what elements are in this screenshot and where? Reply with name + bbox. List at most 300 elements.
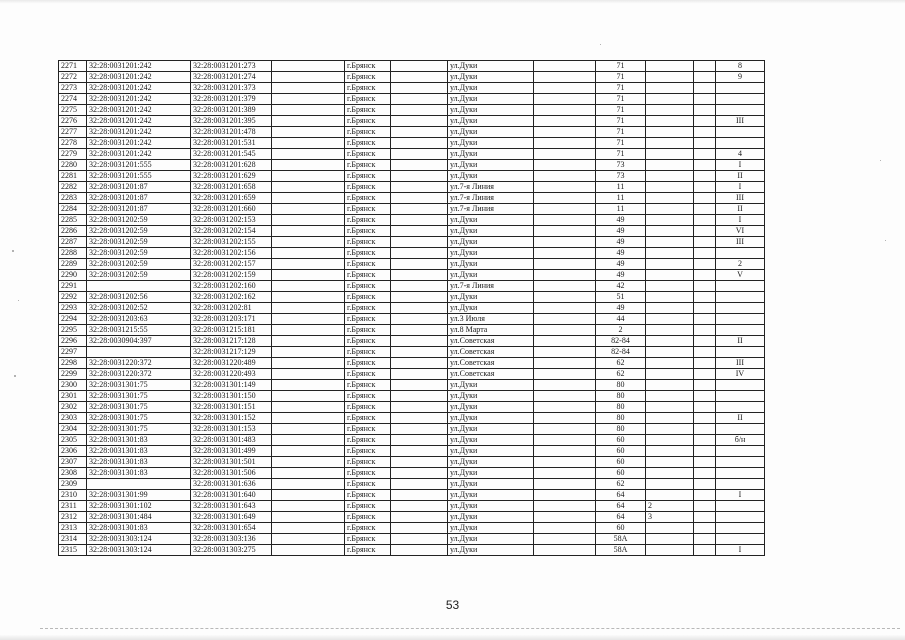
table-cell bbox=[716, 281, 765, 292]
table-cell bbox=[391, 204, 448, 215]
table-cell: 2294 bbox=[59, 314, 87, 325]
table-cell: ул.Дуки bbox=[448, 105, 534, 116]
table-row bbox=[59, 545, 765, 556]
table-cell bbox=[716, 501, 765, 512]
table-row bbox=[59, 270, 765, 281]
table-cell: 2312 bbox=[59, 512, 87, 523]
table-cell: ул.Дуки bbox=[448, 424, 534, 435]
table-cell bbox=[391, 127, 448, 138]
table-cell: 32:28:0031202:157 bbox=[191, 259, 272, 270]
table-cell: 2292 bbox=[59, 292, 87, 303]
table-cell: 60 bbox=[596, 457, 646, 468]
table-cell bbox=[534, 336, 596, 347]
table-cell: г.Брянск bbox=[345, 160, 391, 171]
table-cell: 32:28:0031202:59 bbox=[87, 248, 191, 259]
table-cell bbox=[646, 237, 694, 248]
scan-speck bbox=[880, 160, 881, 161]
table-cell: 32:28:0031201:273 bbox=[191, 61, 272, 72]
table-cell bbox=[716, 303, 765, 314]
table-cell: 32:28:0031301:83 bbox=[87, 446, 191, 457]
table-cell bbox=[272, 303, 345, 314]
table-cell bbox=[272, 138, 345, 149]
table-cell: 32:28:0031201:628 bbox=[191, 160, 272, 171]
table-cell bbox=[694, 83, 716, 94]
table-cell bbox=[272, 380, 345, 391]
table-cell bbox=[391, 160, 448, 171]
table-cell bbox=[391, 149, 448, 160]
table-row bbox=[59, 138, 765, 149]
table-cell: г.Брянск bbox=[345, 358, 391, 369]
table-cell: 71 bbox=[596, 105, 646, 116]
table-cell: ул.Советская bbox=[448, 369, 534, 380]
table-cell bbox=[716, 292, 765, 303]
table-cell: 32:28:0031301:506 bbox=[191, 468, 272, 479]
table-cell bbox=[646, 358, 694, 369]
table-cell bbox=[534, 402, 596, 413]
table-cell: 32:28:0031202:162 bbox=[191, 292, 272, 303]
table-cell: 2279 bbox=[59, 149, 87, 160]
table-cell bbox=[272, 149, 345, 160]
table-cell bbox=[716, 83, 765, 94]
table-row bbox=[59, 402, 765, 413]
table-cell: 2302 bbox=[59, 402, 87, 413]
table-cell: I bbox=[716, 490, 765, 501]
table-row bbox=[59, 215, 765, 226]
table-cell bbox=[534, 314, 596, 325]
table-cell: 80 bbox=[596, 424, 646, 435]
table-cell bbox=[272, 72, 345, 83]
table-cell: г.Брянск bbox=[345, 402, 391, 413]
table-cell: ул.Дуки bbox=[448, 523, 534, 534]
table-cell: г.Брянск bbox=[345, 435, 391, 446]
table-cell bbox=[694, 325, 716, 336]
scan-artifact-line bbox=[40, 628, 900, 629]
table-cell: 2300 bbox=[59, 380, 87, 391]
table-row bbox=[59, 204, 765, 215]
table-cell: ул.7-я Линия bbox=[448, 182, 534, 193]
table-cell: ул.Дуки bbox=[448, 501, 534, 512]
table-cell: ул.Дуки bbox=[448, 83, 534, 94]
table-cell: 32:28:0031301:75 bbox=[87, 424, 191, 435]
table-cell: 2295 bbox=[59, 325, 87, 336]
table-cell bbox=[694, 490, 716, 501]
table-cell: 62 bbox=[596, 358, 646, 369]
table-cell bbox=[694, 160, 716, 171]
table-cell bbox=[694, 391, 716, 402]
table-cell bbox=[646, 193, 694, 204]
table-cell bbox=[694, 171, 716, 182]
table-cell bbox=[694, 72, 716, 83]
table-cell: 32:28:0031301:75 bbox=[87, 413, 191, 424]
table-cell bbox=[534, 105, 596, 116]
table-row bbox=[59, 336, 765, 347]
table-cell bbox=[391, 512, 448, 523]
table-cell: III bbox=[716, 116, 765, 127]
table-row bbox=[59, 149, 765, 160]
table-cell bbox=[716, 457, 765, 468]
table-cell bbox=[272, 347, 345, 358]
table-cell: 2314 bbox=[59, 534, 87, 545]
table-cell bbox=[716, 138, 765, 149]
table-cell bbox=[391, 237, 448, 248]
table-cell: 32:28:0031201:87 bbox=[87, 182, 191, 193]
table-cell: ул.Дуки bbox=[448, 490, 534, 501]
table-cell bbox=[534, 182, 596, 193]
table-cell: г.Брянск bbox=[345, 204, 391, 215]
table-cell: 49 bbox=[596, 259, 646, 270]
table-cell: 2310 bbox=[59, 490, 87, 501]
table-cell bbox=[646, 226, 694, 237]
table-cell bbox=[87, 281, 191, 292]
table-cell bbox=[694, 534, 716, 545]
table-cell: г.Брянск bbox=[345, 457, 391, 468]
table-cell bbox=[534, 391, 596, 402]
table-cell: 71 bbox=[596, 138, 646, 149]
table-cell: г.Брянск bbox=[345, 215, 391, 226]
table-cell: ул.Дуки bbox=[448, 270, 534, 281]
table-cell bbox=[272, 402, 345, 413]
table-cell bbox=[694, 468, 716, 479]
table-cell: ул.Дуки bbox=[448, 226, 534, 237]
table-cell: II bbox=[716, 336, 765, 347]
table-cell: 80 bbox=[596, 413, 646, 424]
table-row bbox=[59, 292, 765, 303]
table-cell bbox=[646, 116, 694, 127]
table-cell: 2280 bbox=[59, 160, 87, 171]
table-cell: 32:28:0031202:52 bbox=[87, 303, 191, 314]
table-cell: г.Брянск bbox=[345, 171, 391, 182]
table-cell: 71 bbox=[596, 149, 646, 160]
table-cell: ул.8 Марта bbox=[448, 325, 534, 336]
table-cell: 32:28:0031220:372 bbox=[87, 358, 191, 369]
table-cell bbox=[534, 446, 596, 457]
table-cell bbox=[534, 479, 596, 490]
table-cell bbox=[534, 523, 596, 534]
table-cell: г.Брянск bbox=[345, 281, 391, 292]
table-cell: г.Брянск bbox=[345, 226, 391, 237]
table-cell bbox=[694, 446, 716, 457]
table-row bbox=[59, 72, 765, 83]
table-cell bbox=[272, 182, 345, 193]
table-cell: II bbox=[716, 204, 765, 215]
table-cell bbox=[716, 325, 765, 336]
table-cell: 32:28:0031201:242 bbox=[87, 127, 191, 138]
table-cell: 11 bbox=[596, 193, 646, 204]
table-cell: ул.3 Июля bbox=[448, 314, 534, 325]
table-cell bbox=[646, 303, 694, 314]
table-cell bbox=[272, 545, 345, 556]
table-cell bbox=[534, 116, 596, 127]
table-cell: 2278 bbox=[59, 138, 87, 149]
table-cell bbox=[716, 391, 765, 402]
table-cell: 32:28:0031202:160 bbox=[191, 281, 272, 292]
table-cell: 32:28:0031201:389 bbox=[191, 105, 272, 116]
table-cell: г.Брянск bbox=[345, 545, 391, 556]
table-cell: 2286 bbox=[59, 226, 87, 237]
table-cell bbox=[391, 501, 448, 512]
table-cell: 32:28:0031220:372 bbox=[87, 369, 191, 380]
table-cell bbox=[694, 303, 716, 314]
table-cell: г.Брянск bbox=[345, 347, 391, 358]
table-cell: г.Брянск bbox=[345, 413, 391, 424]
table-cell bbox=[646, 138, 694, 149]
table-cell bbox=[646, 204, 694, 215]
table-cell bbox=[716, 248, 765, 259]
table-cell: ул.Дуки bbox=[448, 534, 534, 545]
register-table-body bbox=[59, 61, 765, 556]
table-cell: г.Брянск bbox=[345, 61, 391, 72]
table-cell: 2290 bbox=[59, 270, 87, 281]
table-cell: 82-84 bbox=[596, 347, 646, 358]
table-cell: 62 bbox=[596, 479, 646, 490]
table-cell bbox=[272, 413, 345, 424]
table-cell bbox=[391, 457, 448, 468]
table-cell: VI bbox=[716, 226, 765, 237]
table-cell: 60 bbox=[596, 435, 646, 446]
table-cell: 32:28:0031301:99 bbox=[87, 490, 191, 501]
table-cell bbox=[646, 72, 694, 83]
table-row bbox=[59, 325, 765, 336]
table-cell bbox=[716, 534, 765, 545]
table-cell bbox=[646, 402, 694, 413]
table-cell bbox=[391, 303, 448, 314]
table-cell: ул.Дуки bbox=[448, 61, 534, 72]
table-cell: I bbox=[716, 215, 765, 226]
table-cell: 32:28:0031301:83 bbox=[87, 523, 191, 534]
table-cell: ул.Дуки bbox=[448, 545, 534, 556]
table-cell: 2291 bbox=[59, 281, 87, 292]
table-cell bbox=[272, 457, 345, 468]
table-row bbox=[59, 424, 765, 435]
table-cell bbox=[716, 314, 765, 325]
table-cell bbox=[534, 534, 596, 545]
table-cell bbox=[716, 347, 765, 358]
table-row bbox=[59, 237, 765, 248]
table-cell: г.Брянск bbox=[345, 314, 391, 325]
table-cell bbox=[646, 380, 694, 391]
table-cell bbox=[534, 160, 596, 171]
table-cell: г.Брянск bbox=[345, 270, 391, 281]
table-cell: ул.Дуки bbox=[448, 435, 534, 446]
table-cell: V bbox=[716, 270, 765, 281]
table-cell: ул.Дуки bbox=[448, 413, 534, 424]
table-cell bbox=[391, 534, 448, 545]
table-cell: 60 bbox=[596, 523, 646, 534]
table-cell bbox=[534, 237, 596, 248]
table-cell bbox=[534, 215, 596, 226]
table-cell bbox=[391, 193, 448, 204]
table-cell: ул.Дуки bbox=[448, 116, 534, 127]
table-cell bbox=[391, 314, 448, 325]
table-row bbox=[59, 193, 765, 204]
table-cell: ул.Дуки bbox=[448, 259, 534, 270]
table-cell: 32:28:0031202:59 bbox=[87, 237, 191, 248]
table-cell bbox=[646, 127, 694, 138]
table-cell: 32:28:0031202:56 bbox=[87, 292, 191, 303]
table-cell: 49 bbox=[596, 303, 646, 314]
table-cell bbox=[694, 402, 716, 413]
table-cell: 32:28:0031301:102 bbox=[87, 501, 191, 512]
table-cell: 32:28:0031201:659 bbox=[191, 193, 272, 204]
table-cell: 32:28:0031303:136 bbox=[191, 534, 272, 545]
table-cell bbox=[391, 83, 448, 94]
table-cell bbox=[391, 413, 448, 424]
table-cell: ул.Дуки bbox=[448, 479, 534, 490]
table-cell: 2305 bbox=[59, 435, 87, 446]
table-cell bbox=[694, 270, 716, 281]
table-cell bbox=[272, 314, 345, 325]
table-cell: ул.Дуки bbox=[448, 171, 534, 182]
table-cell: 2289 bbox=[59, 259, 87, 270]
table-cell: 71 bbox=[596, 61, 646, 72]
table-cell: 32:28:0031301:501 bbox=[191, 457, 272, 468]
table-cell bbox=[646, 336, 694, 347]
table-cell bbox=[391, 281, 448, 292]
table-cell bbox=[534, 358, 596, 369]
table-cell bbox=[534, 292, 596, 303]
table-cell: 42 bbox=[596, 281, 646, 292]
table-cell: г.Брянск bbox=[345, 237, 391, 248]
table-cell bbox=[694, 523, 716, 534]
table-cell: г.Брянск bbox=[345, 248, 391, 259]
table-cell bbox=[534, 138, 596, 149]
table-cell: 82-84 bbox=[596, 336, 646, 347]
table-row bbox=[59, 457, 765, 468]
table-cell bbox=[694, 149, 716, 160]
table-cell bbox=[694, 193, 716, 204]
table-cell bbox=[646, 457, 694, 468]
table-cell bbox=[694, 435, 716, 446]
table-cell: 62 bbox=[596, 369, 646, 380]
table-cell bbox=[534, 259, 596, 270]
table-cell: 2283 bbox=[59, 193, 87, 204]
table-cell: 2281 bbox=[59, 171, 87, 182]
table-cell: ул.Советская bbox=[448, 336, 534, 347]
table-cell: г.Брянск bbox=[345, 490, 391, 501]
table-row bbox=[59, 446, 765, 457]
table-cell: 32:28:0031201:660 bbox=[191, 204, 272, 215]
table-cell bbox=[272, 534, 345, 545]
table-cell: 32:28:0031201:395 bbox=[191, 116, 272, 127]
table-cell: г.Брянск bbox=[345, 468, 391, 479]
table-cell bbox=[716, 523, 765, 534]
table-row bbox=[59, 83, 765, 94]
table-cell: г.Брянск bbox=[345, 83, 391, 94]
table-cell bbox=[534, 424, 596, 435]
table-row bbox=[59, 303, 765, 314]
table-cell: 32:28:0031201:531 bbox=[191, 138, 272, 149]
table-cell bbox=[716, 94, 765, 105]
table-cell bbox=[646, 435, 694, 446]
table-row bbox=[59, 413, 765, 424]
table-cell: III bbox=[716, 193, 765, 204]
table-cell: 32:28:0031301:483 bbox=[191, 435, 272, 446]
table-cell: 58А bbox=[596, 534, 646, 545]
table-cell: 32:28:0031301:83 bbox=[87, 435, 191, 446]
table-cell: г.Брянск bbox=[345, 446, 391, 457]
table-cell bbox=[391, 336, 448, 347]
table-cell bbox=[646, 94, 694, 105]
table-cell: 32:28:0031301:75 bbox=[87, 380, 191, 391]
table-cell: 73 bbox=[596, 160, 646, 171]
table-cell: 80 bbox=[596, 380, 646, 391]
table-cell: II bbox=[716, 171, 765, 182]
table-cell bbox=[534, 61, 596, 72]
table-cell bbox=[694, 501, 716, 512]
table-cell: 49 bbox=[596, 215, 646, 226]
table-cell bbox=[646, 325, 694, 336]
table-cell: III bbox=[716, 358, 765, 369]
table-cell: 80 bbox=[596, 391, 646, 402]
table-cell: 32:28:0031202:154 bbox=[191, 226, 272, 237]
table-cell: 49 bbox=[596, 248, 646, 259]
table-cell: 2288 bbox=[59, 248, 87, 259]
table-cell bbox=[694, 127, 716, 138]
table-cell bbox=[646, 281, 694, 292]
table-cell: ул.7-я Линия bbox=[448, 281, 534, 292]
table-cell: 2 bbox=[596, 325, 646, 336]
table-cell bbox=[716, 479, 765, 490]
table-cell bbox=[716, 402, 765, 413]
table-cell bbox=[646, 490, 694, 501]
table-cell: 32:28:0031301:75 bbox=[87, 391, 191, 402]
table-row bbox=[59, 182, 765, 193]
table-cell: 32:28:0031201:242 bbox=[87, 72, 191, 83]
table-cell bbox=[534, 248, 596, 259]
table-cell bbox=[646, 83, 694, 94]
page-top-edge bbox=[0, 0, 905, 4]
table-cell: 32:28:0031201:658 bbox=[191, 182, 272, 193]
table-cell: 9 bbox=[716, 72, 765, 83]
table-cell bbox=[534, 204, 596, 215]
table-cell: I bbox=[716, 182, 765, 193]
table-cell: 51 bbox=[596, 292, 646, 303]
table-row bbox=[59, 61, 765, 72]
table-cell: б/н bbox=[716, 435, 765, 446]
table-cell bbox=[87, 479, 191, 490]
table-cell: 32:28:0031201:242 bbox=[87, 61, 191, 72]
table-cell bbox=[534, 468, 596, 479]
table-cell bbox=[272, 105, 345, 116]
table-cell bbox=[534, 501, 596, 512]
table-cell: 71 bbox=[596, 116, 646, 127]
table-cell: 2297 bbox=[59, 347, 87, 358]
table-cell bbox=[646, 523, 694, 534]
table-cell bbox=[391, 270, 448, 281]
table-cell bbox=[272, 171, 345, 182]
table-cell: 49 bbox=[596, 237, 646, 248]
table-cell bbox=[391, 446, 448, 457]
table-cell: 32:28:0031201:242 bbox=[87, 105, 191, 116]
table-cell: 32:28:0031301:153 bbox=[191, 424, 272, 435]
table-cell bbox=[272, 193, 345, 204]
table-cell bbox=[534, 413, 596, 424]
table-row bbox=[59, 501, 765, 512]
table-cell bbox=[646, 347, 694, 358]
table-cell bbox=[272, 391, 345, 402]
table-cell: г.Брянск bbox=[345, 94, 391, 105]
table-cell bbox=[87, 347, 191, 358]
table-cell: ул.Дуки bbox=[448, 149, 534, 160]
table-cell: 60 bbox=[596, 446, 646, 457]
table-cell: 32:28:0031201:555 bbox=[87, 171, 191, 182]
scan-speck bbox=[600, 44, 601, 45]
table-row bbox=[59, 479, 765, 490]
table-cell: 4 bbox=[716, 149, 765, 160]
table-cell: 32:28:0031202:159 bbox=[191, 270, 272, 281]
table-cell: 8 bbox=[716, 61, 765, 72]
table-cell bbox=[646, 149, 694, 160]
